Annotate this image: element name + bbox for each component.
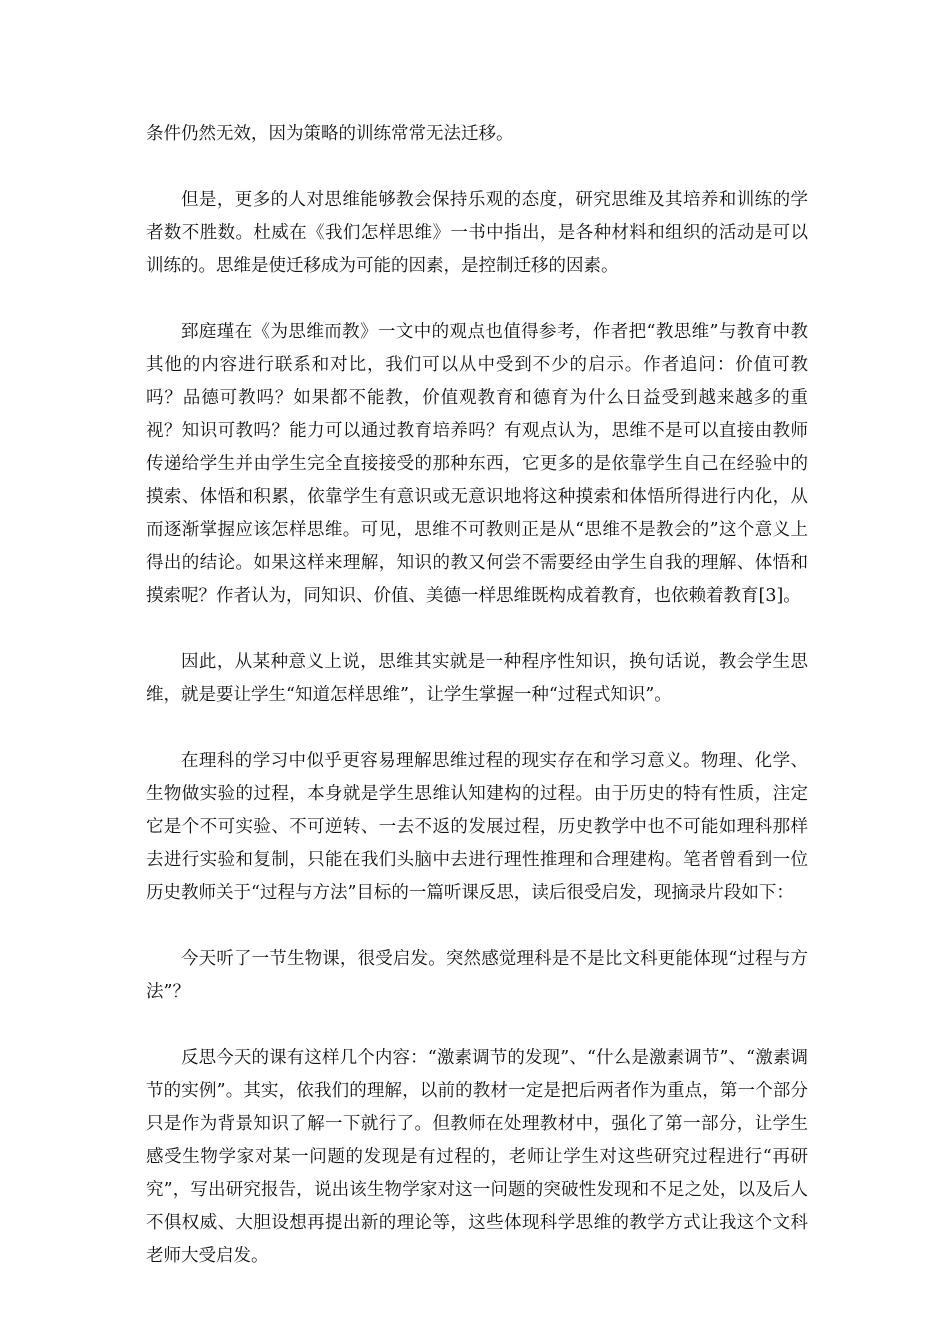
paragraph-biology-lesson: 今天听了一节生物课，很受启发。突然感觉理科是不是比文科更能体现“过程与方法”？ [146,949,808,1002]
paragraph-reflection: 反思今天的课有这样几个内容：“激素调节的发现”、“什么是激素调节”、“激素调节的实例”。其实，依我们的理解，以前的教材一定是把后两者作为重点，第一个部分只是作为背景知识了解一下就行了。但教师在处理教材中，强化了第一部分，让学生感受生物学家对某一问题的发现是有过程的，老师让学生对这些研究过程进行“再研究”，写出研究报告，说出该生物学家对这一问题的突破性发现和不足之处，以及后人不俱权威、大胆设想再提出新的理论等，这些体现科学思维的教学方式让我这个文科老师大受启发。 [146,1048,808,1266]
paragraph-science-learning: 在理科的学习中似乎更容易理解思维过程的现实存在和学习意义。物理、化学、生物做实验的过程，本身就是学生思维认知建构的过程。由于历史的特有性质，注定它是个不可实验、不可逆转、一去不返的发展过程，历史教学中也不可能如理科那样去进行实验和复制，只能在我们头脑中去进行理性推理和合理建构。笔者曾看到一位历史教师关于“过程与方法”目标的一篇听课反思，读后很受启发，现摘录片段如下： [146,751,808,903]
paragraph-dewey: 但是，更多的人对思维能够教会保持乐观的态度，研究思维及其培养和训练的学者数不胜数。杜威在《我们怎样思维》一书中指出，是各种材料和组织的活动是可以训练的。思维是使迁移成为可能的因素，是控制迁移的因素。 [146,190,808,276]
paragraph-zhi-tingjin: 郅庭瑾在《为思维而教》一文中的观点也值得参考，作者把“教思维”与教育中教其他的内容进行联系和对比，我们可以从中受到不少的启示。作者追问：价值可教吗？品德可教吗？如果都不能教，价值观教育和德育为什么日益受到越来越多的重视？知识可教吗？能力可以通过教育培养吗？有观点认为，思维不是可以直接由教师传递给学生并由学生完全直接接受的那种东西，它更多的是依靠学生自己在经验中的摸索、体悟和积累，依靠学生有意识或无意识地将这种摸索和体悟所得进行内化，从而逐渐掌握应该怎样思维。可见，思维不可教则正是从“思维不是教会的”这个意义上得出的结论。如果这样来理解，知识的教又何尝不需要经由学生自我的理解、体悟和摸索呢？作者认为，同知识、价值、美德一样思维既构成着教育，也依赖着教育[3]。 [146,322,808,606]
document-body [146,118,808,1306]
paragraph-procedural-knowledge: 因此，从某种意义上说，思维其实就是一种程序性知识，换句话说，教会学生思维，就是要让学生“知道怎样思维”，让学生掌握一种“过程式知识”。 [146,652,808,705]
paragraph-continuation: 条件仍然无效，因为策略的训练常常无法迁移。 [146,124,514,144]
